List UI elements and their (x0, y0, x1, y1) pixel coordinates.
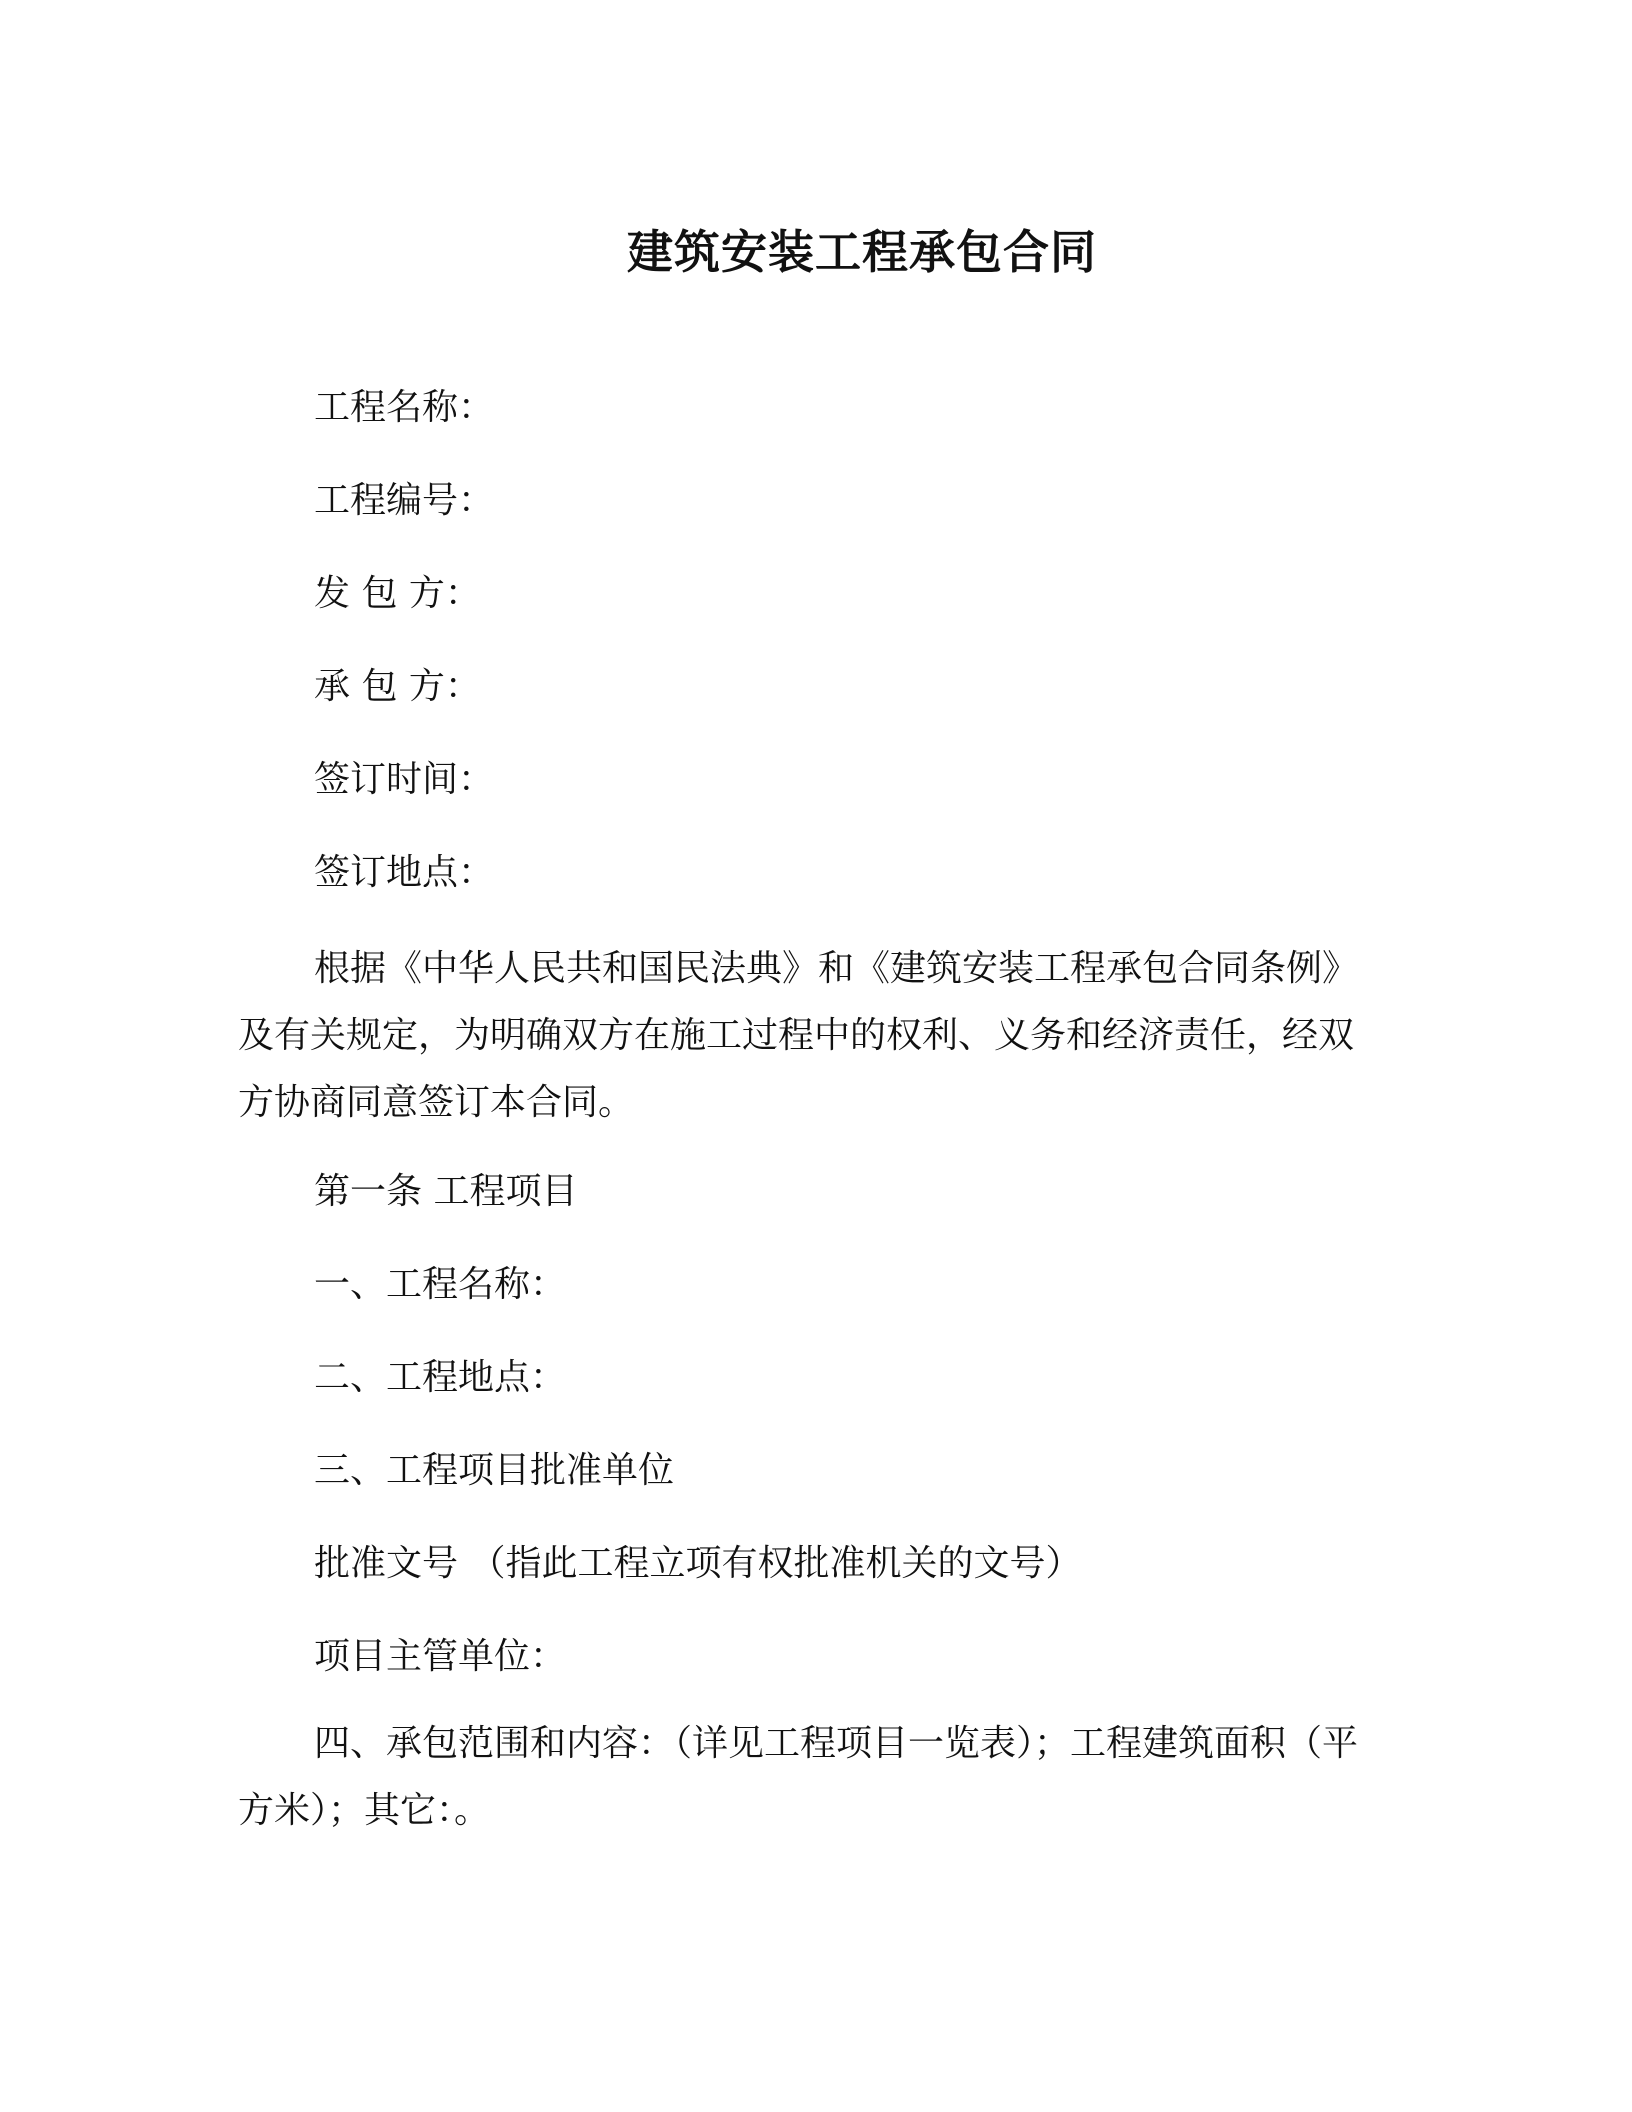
article-1-item-approval-number: 批准文号 （指此工程立项有权批准机关的文号） (314, 1543, 1082, 1584)
field-signing-place: 签订地点： (314, 852, 495, 893)
article-1-item-approval-unit: 三、工程项目批准单位 (314, 1450, 675, 1491)
article-1-item-supervising-unit: 项目主管单位： (314, 1636, 567, 1677)
article-1-scope-paragraph: 四、承包范围和内容：（详见工程项目一览表）；工程建筑面积（平方米）；其它：。 (238, 1723, 1359, 1831)
field-contractor: 承 包 方： (314, 666, 481, 707)
contract-title: 建筑安装工程承包合同 (627, 225, 1097, 279)
field-signing-date: 签订时间： (314, 759, 495, 800)
article-1-item-name: 一、工程名称： (314, 1264, 567, 1305)
intro-paragraph: 根据《中华人民共和国民法典》和《建筑安装工程承包合同条例》及有关规定，为明确双方在施工过程中的权利、义务和经济责任，经双方协商同意签订本合同。 (238, 948, 1359, 1123)
field-project-number: 工程编号： (314, 480, 495, 521)
field-employer: 发 包 方： (314, 573, 481, 614)
field-project-name: 工程名称： (314, 387, 495, 428)
article-1-item-location: 二、工程地点： (314, 1357, 567, 1398)
article-1-heading: 第一条 工程项目 (314, 1171, 578, 1212)
